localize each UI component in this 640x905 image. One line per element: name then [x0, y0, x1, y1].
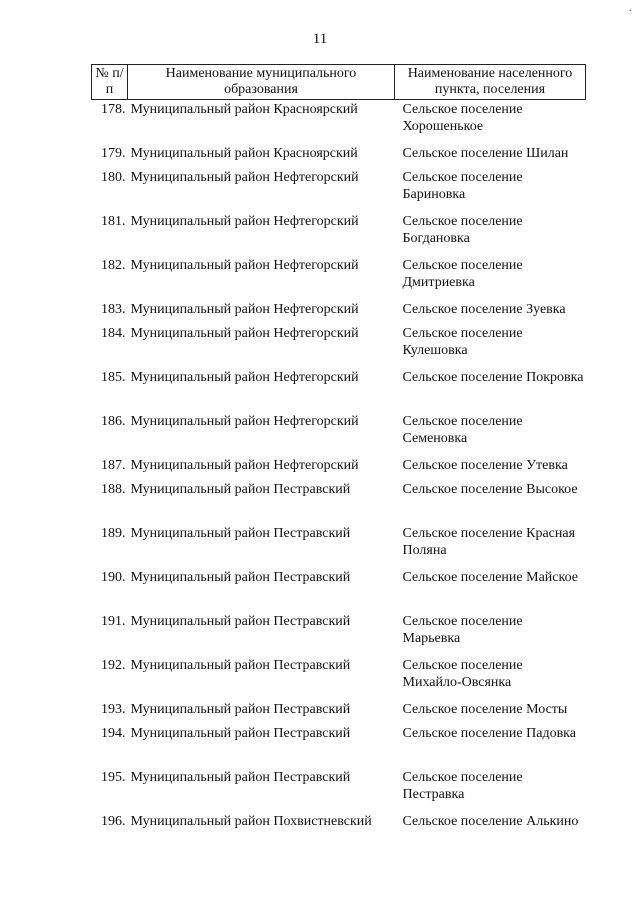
row-municipality: Муниципальный район Похвистневский	[130, 814, 372, 829]
header-settlement: Наименование населенного пункта, поселения	[395, 65, 586, 100]
row-municipality: Муниципальный район Пестравский	[130, 614, 351, 629]
row-settlement: Сельское поселение Красная Поляна	[402, 526, 576, 558]
row-municipality: Муниципальный район Нефтегорский	[130, 170, 359, 185]
row-municipality: Муниципальный район Пестравский	[130, 770, 351, 785]
table-row	[92, 213, 586, 257]
row-settlement: Сельское поселение Шилан	[402, 146, 569, 161]
table-row	[92, 325, 586, 369]
table-row	[92, 257, 586, 301]
table-row	[92, 457, 586, 481]
row-municipality: Муниципальный район Нефтегорский	[130, 370, 359, 385]
row-number: 187.	[101, 458, 126, 473]
row-municipality: Муниципальный район Нефтегорский	[130, 214, 359, 229]
header-municipality: Наименование муниципального образования	[128, 65, 395, 100]
table-row	[92, 701, 586, 725]
row-settlement: Сельское поселение Зуевка	[402, 302, 566, 317]
table-header	[92, 65, 586, 100]
row-settlement: Сельское поселение Утевка	[402, 458, 568, 473]
row-settlement: Сельское поселение Бариновка	[402, 170, 523, 202]
row-number: 183.	[101, 302, 126, 317]
row-settlement: Сельское поселение Падовка	[402, 726, 576, 741]
table-row	[92, 769, 586, 813]
table-row	[92, 525, 586, 569]
row-municipality: Муниципальный район Нефтегорский	[130, 258, 359, 273]
row-number: 196.	[101, 814, 126, 829]
row-number: 180.	[101, 170, 126, 185]
row-settlement: Сельское поселение Пестравка	[402, 770, 523, 802]
row-municipality: Муниципальный район Красноярский	[130, 146, 358, 161]
row-settlement: Сельское поселение Кулешовка	[402, 326, 523, 358]
row-number: 181.	[101, 214, 126, 229]
row-number: 185.	[101, 370, 126, 385]
row-number: 186.	[101, 414, 126, 429]
row-settlement: Сельское поселение Михайло-Овсянка	[402, 658, 523, 690]
row-number: 194.	[101, 726, 126, 741]
row-settlement: Сельское поселение Дмитриевка	[402, 258, 523, 290]
row-settlement: Сельское поселение Хорошенькое	[402, 102, 523, 134]
row-number: 195.	[101, 770, 126, 785]
header-num: № п/п	[92, 65, 128, 100]
table-row	[92, 301, 586, 325]
row-number: 179.	[101, 146, 126, 161]
row-municipality: Муниципальный район Пестравский	[130, 702, 351, 717]
row-municipality: Муниципальный район Нефтегорский	[130, 458, 359, 473]
row-municipality: Муниципальный район Нефтегорский	[130, 326, 359, 341]
table-row	[92, 145, 586, 169]
row-municipality: Муниципальный район Красноярский	[130, 102, 358, 117]
table-row	[92, 813, 586, 857]
table-row	[92, 169, 586, 213]
table-row	[92, 413, 586, 457]
row-settlement: Сельское поселение Покровка	[402, 370, 584, 385]
table-row	[92, 369, 586, 413]
row-number: 188.	[101, 482, 126, 497]
table-row	[92, 100, 586, 146]
row-municipality: Муниципальный район Нефтегорский	[130, 302, 359, 317]
row-settlement: Сельское поселение Семеновка	[402, 414, 523, 446]
row-municipality: Муниципальный район Нефтегорский	[130, 414, 359, 429]
row-number: 190.	[101, 570, 126, 585]
row-number: 191.	[101, 614, 126, 629]
row-municipality: Муниципальный район Пестравский	[130, 482, 351, 497]
row-number: 193.	[101, 702, 126, 717]
table-body	[92, 100, 586, 858]
settlements-table	[91, 64, 586, 857]
scan-mark: ·	[628, 6, 632, 17]
row-settlement: Сельское поселение Майское	[402, 570, 578, 585]
table-row	[92, 657, 586, 701]
table-row	[92, 725, 586, 769]
table-row	[92, 613, 586, 657]
table-row	[92, 481, 586, 525]
row-number: 184.	[101, 326, 126, 341]
row-municipality: Муниципальный район Пестравский	[130, 570, 351, 585]
row-number: 182.	[101, 258, 126, 273]
row-settlement: Сельское поселение Алькино	[402, 814, 579, 829]
page-number: 11	[312, 31, 328, 47]
row-settlement: Сельское поселение Богдановка	[402, 214, 523, 246]
row-municipality: Муниципальный район Пестравский	[130, 658, 351, 673]
row-municipality: Муниципальный район Пестравский	[130, 726, 351, 741]
row-settlement: Сельское поселение Мосты	[402, 702, 568, 717]
row-settlement: Сельское поселение Высокое	[402, 482, 578, 497]
row-number: 178.	[101, 102, 126, 117]
row-municipality: Муниципальный район Пестравский	[130, 526, 351, 541]
row-number: 189.	[101, 526, 126, 541]
table-row	[92, 569, 586, 613]
row-number: 192.	[101, 658, 126, 673]
row-settlement: Сельское поселение Марьевка	[402, 614, 523, 646]
